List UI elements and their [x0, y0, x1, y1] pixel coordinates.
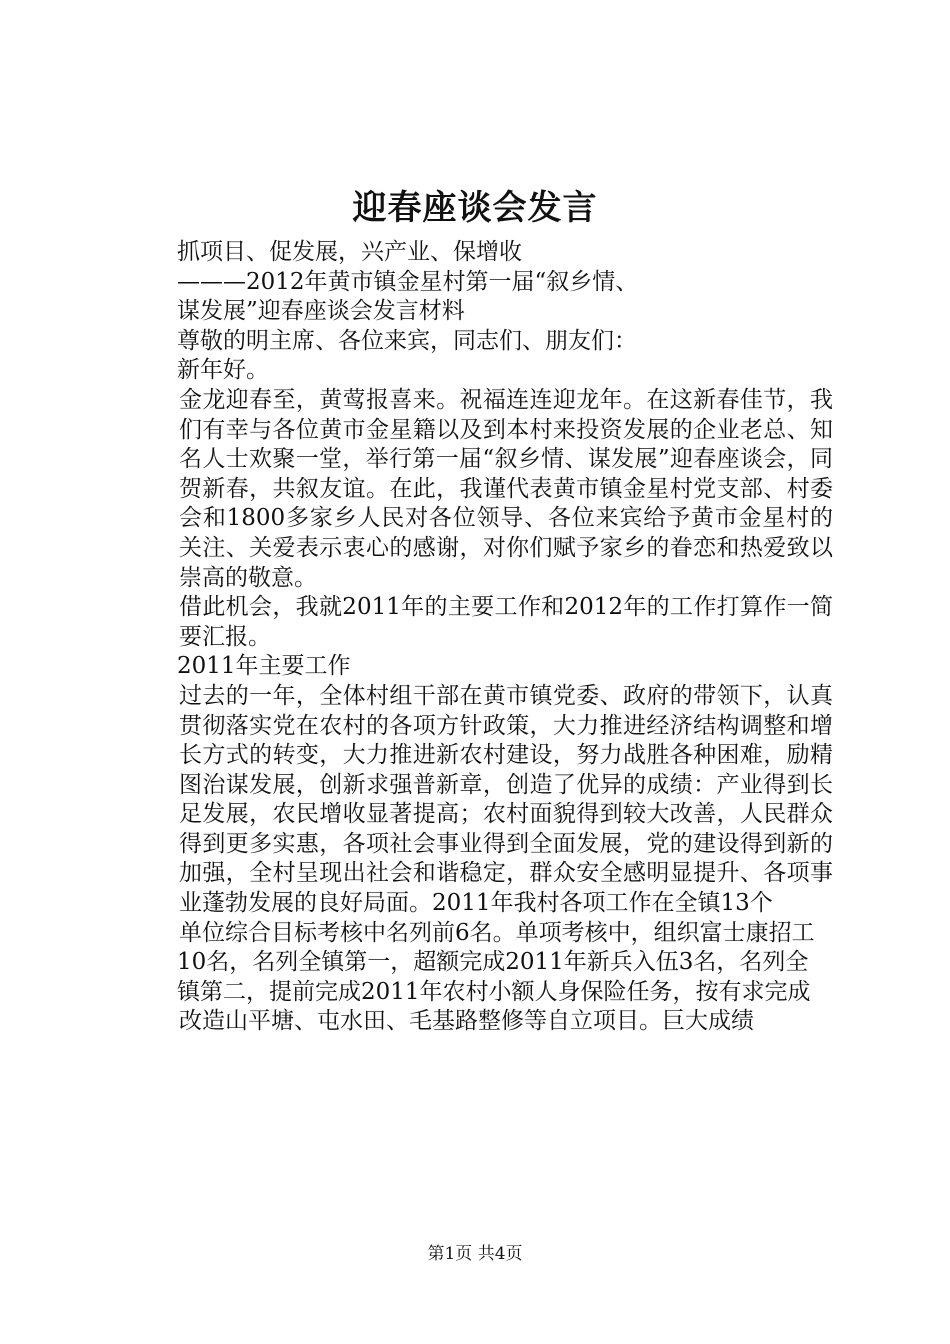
body-paragraph: 镇第二，提前完成2011年农村小额人身保险任务，按有求完成 [177, 978, 811, 1005]
body-paragraph: 10名，名列全镇第一，超额完成2011年新兵入伍3名，名列全 [177, 949, 809, 976]
body-paragraph: 金龙迎春至，黄莺报喜来。祝福连连迎龙年。在这新春佳节，我们有幸与各位黄市金星籍以及到本村来投资发展的企业老总、知名人士欢聚一堂，举行第一届“叙乡情、谋发展”迎春座谈会，同贺新春，共叙友谊。在此，我谨代表黄市镇金星村党支部、村委会和1800多家乡人民对各位领导、各位来宾给予黄市金星村的关注、关爱表示衷心的感谢，对你们赋予家乡的眷恋和热爱致以崇高的敬意。 [179, 386, 833, 591]
page-footer: 第1页 共4页 [427, 1244, 523, 1264]
body-paragraph: 过去的一年，全体村组干部在黄市镇党委、政府的带领下，认真贯彻落实党在农村的各项方针政策，大力推进经济结构调整和增长方式的转变，大力推进新农村建设，努力战胜各种困难，励精图治谋发展，创新求强普新章，创造了优异的成绩：产业得到长足发展，农民增收显著提高；农村面貌得到较大改善，人民群众得到更多实惠，各项社会事业得到全面发展，党的建设得到新的加强，全村呈现出社会和谐稳定，群众安全感明显提升、各项事业蓬勃发展的良好局面。2011年我村各项工作在全镇13个 [179, 682, 833, 917]
body-paragraph: 借此机会，我就2011年的主要工作和2012年的工作打算作一简要汇报。 [179, 594, 833, 650]
body-paragraph: 单位综合目标考核中名列前6名。单项考核中，组织富士康招工 [179, 919, 815, 946]
subtitle-line: 谋发展”迎春座谈会发言材料 [177, 298, 465, 325]
body-paragraph: 改造山平塘、屯水田、毛基路整修等自立项目。巨大成绩 [179, 1008, 754, 1035]
document-body [131, 238, 833, 1037]
greeting: 新年好。 [177, 357, 269, 384]
salutation: 尊敬的明主席、各位来宾，同志们、朋友们： [177, 327, 637, 354]
section-heading: 2011年主要工作 [177, 653, 351, 680]
page-title: 迎春座谈会发言 [352, 188, 598, 228]
subtitle-line: 抓项目、促发展，兴产业、保增收 [177, 239, 522, 265]
subtitle-line: ———2012年黄市镇金星村第一届“叙乡情、 [177, 268, 639, 295]
